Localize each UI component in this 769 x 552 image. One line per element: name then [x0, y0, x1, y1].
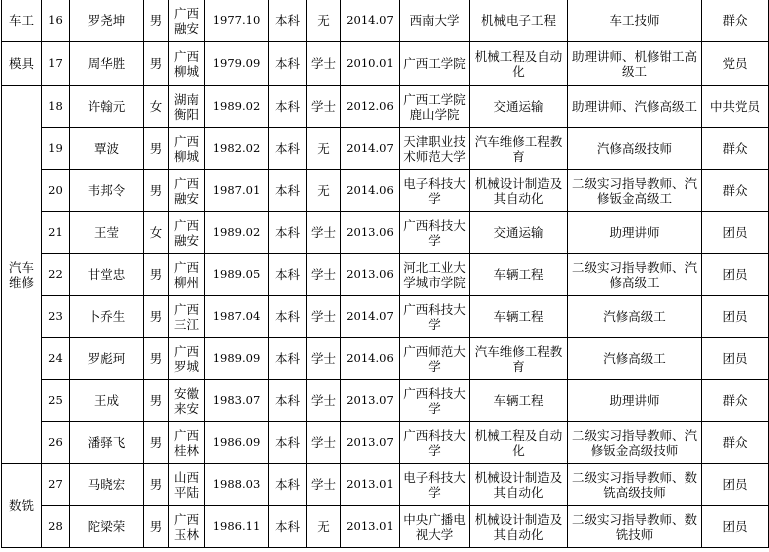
- school-cell: 广西科技大学: [400, 380, 470, 422]
- dept-cell: 车工: [2, 0, 42, 42]
- title-cell: 二级实习指导教师、数铣高级技师: [568, 464, 702, 506]
- major-cell: 交通运输: [470, 212, 568, 254]
- edu-cell: 本科: [269, 212, 307, 254]
- name-cell: 韦邦令: [70, 170, 144, 212]
- no-cell: 24: [42, 338, 70, 380]
- sex-cell: 男: [144, 506, 169, 548]
- major-cell: 机械工程及自动化: [470, 422, 568, 464]
- title-cell: 汽修高级工: [568, 296, 702, 338]
- birth-cell: 1989.09: [205, 338, 269, 380]
- politics-cell: 党员: [702, 42, 769, 86]
- origin-cell: 广西融安: [169, 0, 205, 42]
- name-cell: 陀梁荣: [70, 506, 144, 548]
- major-cell: 车辆工程: [470, 380, 568, 422]
- school-cell: 河北工业大学城市学院: [400, 254, 470, 296]
- work-cell: 2013.07: [341, 380, 400, 422]
- no-cell: 16: [42, 0, 70, 42]
- major-cell: 车辆工程: [470, 254, 568, 296]
- origin-cell: 安徽来安: [169, 380, 205, 422]
- staff-table: [1, 0, 769, 548]
- work-cell: 2014.06: [341, 170, 400, 212]
- degree-cell: 无: [307, 0, 341, 42]
- work-cell: 2013.01: [341, 506, 400, 548]
- title-cell: 助理讲师: [568, 380, 702, 422]
- work-cell: 2013.01: [341, 464, 400, 506]
- school-cell: 中央广播电视大学: [400, 506, 470, 548]
- edu-cell: 本科: [269, 422, 307, 464]
- name-cell: 王成: [70, 380, 144, 422]
- degree-cell: 学士: [307, 464, 341, 506]
- sex-cell: 男: [144, 170, 169, 212]
- title-cell: 二级实习指导教师、汽修钣金高级技师: [568, 422, 702, 464]
- no-cell: 23: [42, 296, 70, 338]
- work-cell: 2014.07: [341, 128, 400, 170]
- origin-cell: 广西三江: [169, 296, 205, 338]
- sex-cell: 女: [144, 86, 169, 128]
- table-row: [2, 338, 769, 380]
- politics-cell: 群众: [702, 170, 769, 212]
- no-cell: 25: [42, 380, 70, 422]
- table-row: [2, 86, 769, 128]
- name-cell: 卜乔生: [70, 296, 144, 338]
- school-cell: 广西工学院鹿山学院: [400, 86, 470, 128]
- name-cell: 罗尧坤: [70, 0, 144, 42]
- degree-cell: 学士: [307, 380, 341, 422]
- no-cell: 22: [42, 254, 70, 296]
- degree-cell: 学士: [307, 86, 341, 128]
- no-cell: 20: [42, 170, 70, 212]
- degree-cell: 学士: [307, 254, 341, 296]
- degree-cell: 无: [307, 128, 341, 170]
- sex-cell: 男: [144, 380, 169, 422]
- table-row: [2, 422, 769, 464]
- name-cell: 潘驿飞: [70, 422, 144, 464]
- sex-cell: 男: [144, 338, 169, 380]
- edu-cell: 本科: [269, 0, 307, 42]
- degree-cell: 无: [307, 170, 341, 212]
- school-cell: 广西科技大学: [400, 296, 470, 338]
- name-cell: 甘堂忠: [70, 254, 144, 296]
- work-cell: 2014.07: [341, 296, 400, 338]
- major-cell: 机械设计制造及其自动化: [470, 170, 568, 212]
- name-cell: 周华胜: [70, 42, 144, 86]
- name-cell: 王莹: [70, 212, 144, 254]
- origin-cell: 广西罗城: [169, 338, 205, 380]
- title-cell: 汽修高级技师: [568, 128, 702, 170]
- table-row: [2, 254, 769, 296]
- major-cell: 机械设计制造及其自动化: [470, 506, 568, 548]
- origin-cell: 广西融安: [169, 212, 205, 254]
- edu-cell: 本科: [269, 296, 307, 338]
- work-cell: 2014.07: [341, 0, 400, 42]
- origin-cell: 广西柳城: [169, 42, 205, 86]
- sex-cell: 男: [144, 0, 169, 42]
- title-cell: 二级实习指导教师、数铣技师: [568, 506, 702, 548]
- politics-cell: 群众: [702, 422, 769, 464]
- school-cell: 广西科技大学: [400, 422, 470, 464]
- edu-cell: 本科: [269, 86, 307, 128]
- dept-cell: 模具: [2, 42, 42, 86]
- major-cell: 机械设计制造及其自动化: [470, 464, 568, 506]
- birth-cell: 1986.11: [205, 506, 269, 548]
- degree-cell: 无: [307, 506, 341, 548]
- birth-cell: 1977.10: [205, 0, 269, 42]
- sex-cell: 女: [144, 212, 169, 254]
- no-cell: 21: [42, 212, 70, 254]
- table-row: [2, 380, 769, 422]
- politics-cell: 团员: [702, 254, 769, 296]
- work-cell: 2012.06: [341, 86, 400, 128]
- title-cell: 助理讲师、机修钳工高级工: [568, 42, 702, 86]
- no-cell: 18: [42, 86, 70, 128]
- table-row: [2, 212, 769, 254]
- politics-cell: 团员: [702, 506, 769, 548]
- major-cell: 机械工程及自动化: [470, 42, 568, 86]
- politics-cell: 群众: [702, 380, 769, 422]
- school-cell: 电子科技大学: [400, 464, 470, 506]
- edu-cell: 本科: [269, 464, 307, 506]
- table-row: [2, 506, 769, 548]
- title-cell: 二级实习指导教师、汽修高级工: [568, 254, 702, 296]
- origin-cell: 广西玉林: [169, 506, 205, 548]
- birth-cell: 1989.05: [205, 254, 269, 296]
- table-row: [2, 0, 769, 42]
- birth-cell: 1989.02: [205, 86, 269, 128]
- origin-cell: 广西桂林: [169, 422, 205, 464]
- school-cell: 广西工学院: [400, 42, 470, 86]
- work-cell: 2013.06: [341, 212, 400, 254]
- sex-cell: 男: [144, 254, 169, 296]
- table-row: [2, 170, 769, 212]
- major-cell: 车辆工程: [470, 296, 568, 338]
- edu-cell: 本科: [269, 506, 307, 548]
- birth-cell: 1983.07: [205, 380, 269, 422]
- edu-cell: 本科: [269, 254, 307, 296]
- table-row: [2, 128, 769, 170]
- politics-cell: 团员: [702, 338, 769, 380]
- school-cell: 广西科技大学: [400, 212, 470, 254]
- title-cell: 助理讲师: [568, 212, 702, 254]
- degree-cell: 学士: [307, 212, 341, 254]
- no-cell: 17: [42, 42, 70, 86]
- major-cell: 交通运输: [470, 86, 568, 128]
- edu-cell: 本科: [269, 128, 307, 170]
- politics-cell: 中共党员: [702, 86, 769, 128]
- table-row: [2, 42, 769, 86]
- politics-cell: 团员: [702, 212, 769, 254]
- birth-cell: 1982.02: [205, 128, 269, 170]
- school-cell: 天津职业技术师范大学: [400, 128, 470, 170]
- major-cell: 机械电子工程: [470, 0, 568, 42]
- name-cell: 马晓宏: [70, 464, 144, 506]
- sex-cell: 男: [144, 42, 169, 86]
- edu-cell: 本科: [269, 170, 307, 212]
- birth-cell: 1987.04: [205, 296, 269, 338]
- origin-cell: 广西柳州: [169, 254, 205, 296]
- politics-cell: 群众: [702, 0, 769, 42]
- title-cell: 车工技师: [568, 0, 702, 42]
- birth-cell: 1989.02: [205, 212, 269, 254]
- degree-cell: 学士: [307, 338, 341, 380]
- edu-cell: 本科: [269, 42, 307, 86]
- sex-cell: 男: [144, 464, 169, 506]
- birth-cell: 1986.09: [205, 422, 269, 464]
- politics-cell: 团员: [702, 464, 769, 506]
- school-cell: 西南大学: [400, 0, 470, 42]
- title-cell: 二级实习指导教师、汽修钣金高级工: [568, 170, 702, 212]
- work-cell: 2010.01: [341, 42, 400, 86]
- name-cell: 覃波: [70, 128, 144, 170]
- origin-cell: 湖南衡阳: [169, 86, 205, 128]
- degree-cell: 学士: [307, 296, 341, 338]
- table-row: [2, 464, 769, 506]
- dept-cell: 汽车维修: [2, 86, 42, 464]
- major-cell: 汽车维修工程教育: [470, 128, 568, 170]
- degree-cell: 学士: [307, 42, 341, 86]
- no-cell: 27: [42, 464, 70, 506]
- edu-cell: 本科: [269, 338, 307, 380]
- origin-cell: 山西平陆: [169, 464, 205, 506]
- work-cell: 2014.06: [341, 338, 400, 380]
- politics-cell: 团员: [702, 296, 769, 338]
- origin-cell: 广西柳城: [169, 128, 205, 170]
- politics-cell: 群众: [702, 128, 769, 170]
- birth-cell: 1987.01: [205, 170, 269, 212]
- sex-cell: 男: [144, 422, 169, 464]
- no-cell: 28: [42, 506, 70, 548]
- school-cell: 广西师范大学: [400, 338, 470, 380]
- birth-cell: 1988.03: [205, 464, 269, 506]
- degree-cell: 学士: [307, 422, 341, 464]
- no-cell: 26: [42, 422, 70, 464]
- edu-cell: 本科: [269, 380, 307, 422]
- major-cell: 汽车维修工程教育: [470, 338, 568, 380]
- title-cell: 助理讲师、汽修高级工: [568, 86, 702, 128]
- dept-cell: 数铣: [2, 464, 42, 548]
- sex-cell: 男: [144, 296, 169, 338]
- work-cell: 2013.06: [341, 254, 400, 296]
- work-cell: 2013.07: [341, 422, 400, 464]
- origin-cell: 广西融安: [169, 170, 205, 212]
- name-cell: 罗彪珂: [70, 338, 144, 380]
- school-cell: 电子科技大学: [400, 170, 470, 212]
- no-cell: 19: [42, 128, 70, 170]
- birth-cell: 1979.09: [205, 42, 269, 86]
- name-cell: 许翰元: [70, 86, 144, 128]
- sex-cell: 男: [144, 128, 169, 170]
- table-row: [2, 296, 769, 338]
- title-cell: 汽修高级工: [568, 338, 702, 380]
